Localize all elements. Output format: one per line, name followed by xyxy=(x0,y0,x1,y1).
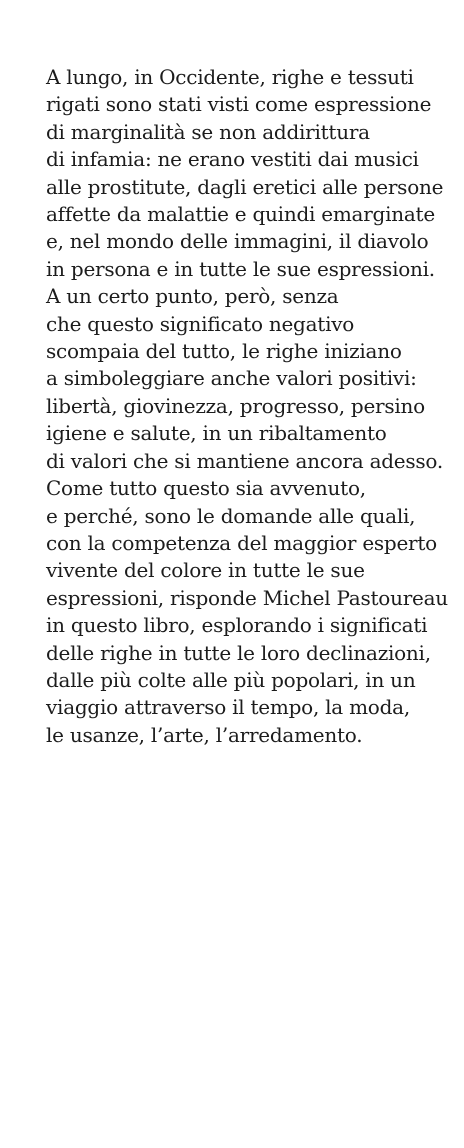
text-line: le usanze, l’arte, l’arredamento. xyxy=(46,722,363,747)
text-line: in persona e in tutte le sue espressioni. xyxy=(46,256,435,281)
text-line: che questo significato negativo xyxy=(46,311,355,336)
text-line: vivente del colore in tutte le sue xyxy=(46,558,365,583)
text-line: di marginalità se non addirittura xyxy=(46,119,370,144)
text-line: con la competenza del maggior esperto xyxy=(46,530,437,555)
text-line: espressioni, risponde Michel Pastoureau xyxy=(46,585,448,610)
text-line: delle righe in tutte le loro declinazioni, xyxy=(46,640,431,665)
text-line: A un certo punto, però, senza xyxy=(46,284,339,309)
text-line: A lungo, in Occidente, righe e tessuti xyxy=(46,65,414,89)
text-line: e perché, sono le domande alle quali, xyxy=(46,503,416,528)
text-line: di valori che si mantiene ancora adesso. xyxy=(46,448,443,473)
text-line: libertà, giovinezza, progresso, persino xyxy=(46,393,425,418)
text-line: alle prostitute, dagli eretici alle persone xyxy=(46,174,444,199)
text-line: igiene e salute, in un ribaltamento xyxy=(46,421,387,446)
text-line: affette da malattie e quindi emarginate xyxy=(46,202,435,227)
text-line: a simboleggiare anche valori positivi: xyxy=(46,366,417,391)
text-line: e, nel mondo delle immagini, il diavolo xyxy=(46,229,429,254)
text-line: dalle più colte alle più popolari, in un xyxy=(46,667,416,692)
text-line: Come tutto questo sia avvenuto, xyxy=(46,476,366,501)
text-line: di infamia: ne erano vestiti dai musici xyxy=(46,147,419,172)
text-line: viaggio attraverso il tempo, la moda, xyxy=(46,695,410,720)
text-line: scompaia del tutto, le righe iniziano xyxy=(46,339,402,364)
text-line: rigati sono stati visti come espressione xyxy=(46,92,432,117)
blurb-paragraph xyxy=(46,64,446,749)
text-line: in questo libro, esplorando i significati xyxy=(46,613,428,638)
